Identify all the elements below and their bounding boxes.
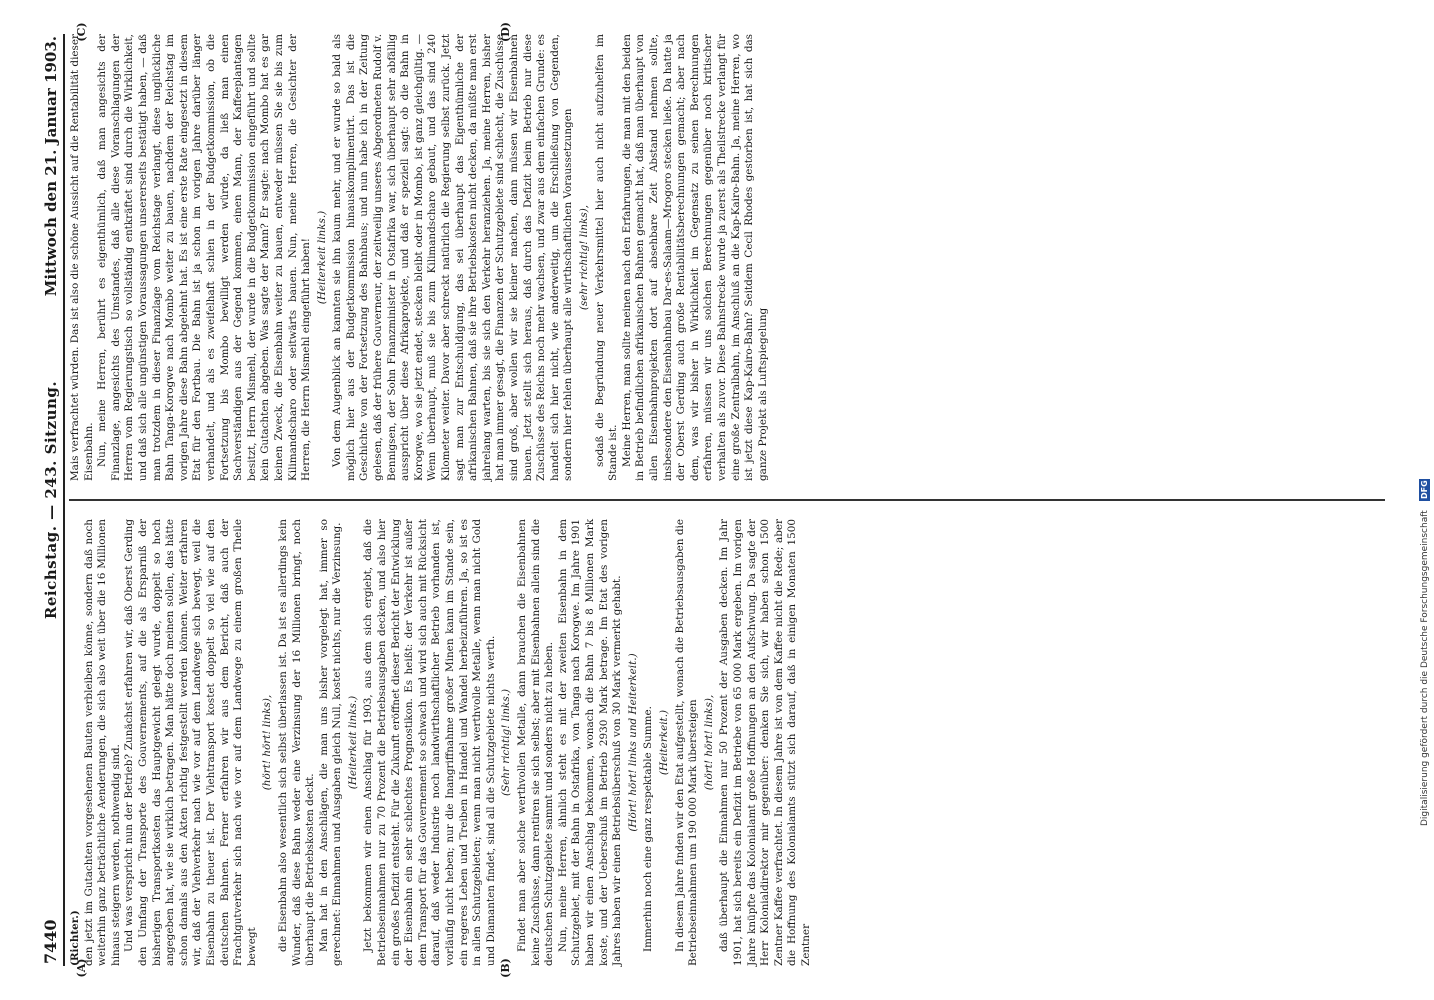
paragraph: Immerhin noch eine ganz respektable Summe. [642, 706, 655, 952]
paragraph: die Eisenbahn also wesentlich sich selbst überlassen ist. Da ist es allerdings kein Wunder, daß diese Bahn weder eine Verzinsung der 16 Millionen bringt, noch überhaupt die Betriebskosten deckt. [276, 519, 317, 966]
digitization-credit-text: Digitalisierung gefördert durch die Deutsche Forschungsgemeinschaft [1420, 510, 1430, 826]
page-header [35, 34, 65, 966]
paragraph: Und was verspricht nun der Betrieb? Zunächst erfahren wir, daß Oberst Gerding den Umfang der Transporte des Gouvernements, auf die als Ersparniß der bisherigen Transportkosten das Hauptgewicht gelegt wurde, doppelt so hoch angegeben hat, wie sie wirklich betragen. Man hätte doch meinen sollen, das hätte schon damals aus den Akten richtig festgestellt werden können. Weiter erfahren wir, daß der Viehverkehr nach wie vor auf dem Landwege sich bewegt, weil die Eisenbahn zu theuer ist. Der Viehtransport kostet doppelt so viel wie auf den deutschen Bahnen. Ferner erfahren wir aus dem Bericht, daß auch der Frachtgutverkehr sich nach wie vor auf dem Landwege zu einem großen Theile bewegt [123, 519, 258, 966]
right-column [69, 22, 1385, 481]
interjection: (Sehr richtig! links.) [500, 688, 513, 797]
paragraph: den jetzt im Gutachten vorgesehenen Bauten verbleiben könne, sondern daß noch weiterhin ganz beträchtliche Aenderungen, die sich also weit über die 16 Millionen hinaus steigern werden, nothwendig sind. [82, 519, 122, 966]
column-divider [69, 499, 1385, 501]
interjection: (hört! hört! links), [702, 694, 715, 791]
paragraph: Nun, meine Herren, ähnlich steht es mit der zweiten Eisenbahn in dem Schutzgebiet, mit der Bahn in Ostafrika, von Tanga nach Korogwe. Im Jahre 1901 haben wir einen Anschlag bekommen, wonach die Bahn 7 bis 8 Millionen Mark koste, und der Ueberschuß im Betrieb 2930 Mark betrage. Im Etat des vorigen Jahres haben wir einen Betriebsüberschuß von 30 Mark vermerkt gehabt. [556, 519, 624, 966]
interjection: (Heiterkeit links.) [346, 695, 359, 790]
interjection: (Hört! hört! links und Heiterkeit.) [626, 653, 639, 832]
paragraph: Von dem Augenblick an kannten sie ihn kaum mehr, und er wurde so bald als möglich hier aus der Budgetkommission hinauskomplimentirt. Das ist die Geschichte von der Fortsetzung des Bahnbaus; und nun habe ich in der Zeitung gelesen, daß der frühere Gouverneur, der zeitweilig unseres Abgeordneten Rudolf v. Bennigsen, der Sohn Finanzminister in Ostafrika war, sich überhaupt sehr abfällig ausspricht über diese Afrikaprojekte, und daß er speziell sagt: ob die Bahn in Korogwe, wo sie jetzt endet, stecken bleibt oder in Mombo, ist ganz gleichgültig. — Wenn überhaupt, muß sie bis zum Kilimandscharo gebaut, und das sind 240 Kilometer weiter. Davor aber schreckt natürlich die Regierung selbst zurück. Jetzt sagt man zur Entschuldigung, das sei überhaupt das Eigenthümliche der afrikanischen Bahnen, daß sie ihre Betriebskosten nicht decken, da müßte man erst jahrelang warten, bis sie sich den Verkehr heranziehen. Ja, meine Herren, bisher hat man immer gesagt, die Finanzen der Schutzgebiete sind schlecht, die Zuschüsse sind groß, aber wollen wir sie kleiner machen, dann müssen wir Eisenbahnen bauen. Jetzt stellt sich heraus, daß durch das Defizit beim Betrieb nur diese Zuschüsse des Reichs noch mehr wachsen, und zwar aus dem einfachen Grunde: es handelt sich hier nicht, wie anderweitig, um die Erschließung von Gegenden, sondern hier fehlen überhaupt alle wirthschaftlichen Voraussetzungen [331, 34, 575, 481]
speaker-name: (Richter.) [69, 910, 81, 966]
margin-marker-d: (D) [499, 22, 512, 42]
paragraph: daß überhaupt die Einnahmen nur 50 Prozent der Ausgaben decken. Im Jahr 1901, hat sich bereits ein Defizit im Betriebe von 65 000 Mark ergeben. Im vorigen Jahre knüpfte das Kolonialamt große Hoffnungen an den Aufschwung. Da sagte der Herr Kolonialdirektor mir gegenüber: denken Sie sich, wir haben schon 1500 Zentner Kaffee verfrachtet. In diesem Jahre ist von dem Kaffee nicht die Rede; aber die Hoffnung des Kolonialamts stützt sich darauf, daß in einigen Monaten 1500 Zentner [718, 519, 812, 966]
interjection: (Heiterkeit links.) [315, 210, 328, 305]
interjection: (hört! hört! links), [261, 694, 274, 791]
paragraph: Findet man aber solche werthvollen Metalle, dann brauchen die Eisenbahnen keine Zuschüsse, dann rentiren sie sich selbst; aber mit Eisenbahnen allein sind die deutschen Schutzgebiete sammt und sonders nicht zu heben. [516, 519, 556, 966]
margin-marker-a: (A) [75, 958, 88, 978]
rotated-document-page [27, 20, 1407, 980]
paragraph: Nun, meine Herren, berührt es eigenthümlich, daß man angesichts der Finanzlage, angesichts des Umstandes, daß alle diese Voranschlagungen der Herren vom Regierungstisch so vollständig entkräftet sind durch die Wirklichkeit, und daß sich alle ungünstigen Voraussagungen unsererseits bestätigt haben, — daß man trotzdem in dieser Finanzlage vom Reichstage verlangt, diese unglückliche Bahn Tanga-Korogwe nach Mombo weiter zu bauen, nachdem der Reichstag im vorigen Jahre diese Bahn abgelehnt hat. Es ist eine erste Rate eingesetzt in diesem Etat für den Fortbau. Die Bahn ist ja schon im vorigen Jahre darüber länger verhandelt, und als es zweifelhaft schien in der Budgetkommission, ob die Fortsetzung bis Mombo bewilligt werden würde, da ließ man einen Sachverständigen aus der Gegend kommen, einen Mann, der Kaffeeplantagen besitzt, Herrn Mismehl, der wurde in die Budgetkommission eingeführt und sollte kein Gutachten abgeben. Was sagte der Mann? Er sagte: nach Mombo hat es gar keinen Zweck, die Eisenbahn weiter zu bauen, entweder müssen Sie sie bis zum Kilimandscharo oder seitwärts bauen. Nun, meine Herren, die Gesichter der Herren, die Herrn Mismehl eingeführt haben! [96, 34, 313, 481]
digitization-credit [1419, 6, 1430, 826]
dfg-logo: DFG [1420, 480, 1429, 500]
paragraph: sodaß die Begründung neuer Verkehrsmittel hier auch nicht aufzuhelfen im Stande ist. [593, 34, 620, 481]
session-date: Mittwoch den 21. Januar 1903. [42, 36, 60, 297]
margin-marker-b: (B) [499, 958, 512, 978]
paragraph: Jetzt bekommen wir einen Anschlag für 1903, aus dem sich ergiebt, daß die Betriebseinnahmen nur zu 70 Prozent die Betriebsausgaben decken, und also hier ein großes Defizit entsteht. Für die Zukunft eröffnet dieser Bericht der Entwicklung der Eisenbahn ein sehr schlechtes Prognostikon. Es heißt: der Verkehr ist außer dem Transport für das Gouvernement so schwach und wird sich auch mit Rücksicht darauf, daß weder Industrie noch landwirthschaftlicher Betrieb vorhanden ist, vorläufig nicht heben; nur die Inangriffnahme großer Minen kann im Stande sein, ein regeres Leben und Treiben in Handel und Wandel herbeizuführen. Ja, so ist es in allen Schutzgebieten; wenn man nicht werthvolle Metalle, wenn man nicht Gold und Diamanten findet, sind all die Schutzgebiete nichts werth. [362, 519, 497, 966]
paragraph: Man hat in den Anschlägen, die man uns bisher vorgelegt hat, immer so gerechnet: Einnahmen und Ausgaben gleich Null, kostet nichts, nur die Verzinsung. [317, 519, 344, 966]
margin-marker-c: (C) [75, 22, 88, 42]
interjection: (Heiterkeit.) [657, 709, 670, 776]
text-columns [69, 22, 1385, 978]
paragraph: Meine Herren, man sollte meinen nach den Erfahrungen, die man mit den beiden in Betrieb befindlichen afrikanischen Bahnen gemacht hat, daß man überhaupt von allen Eisenbahnprojekten dort auf absehbare Zeit Abstand nehmen sollte, insbesondere den Eisenbahnbau Dar-es-Salaam—Mrogoro stecken ließe. Da hatte ja der Oberst Gerding auch große Rentabilitätsberechnungen gemacht; aber nach dem, was wir bisher in Wirklichkeit im Gegensatz zu seinen Berechnungen erfahren, müssen wir uns solchen Berechnungen gegenüber noch kritischer verhalten als zuvor. Diese Bahnstrecke wurde ja zuerst als Theilstrecke verlangt für eine große Zentralbahn, im Anschluß an die Kap-Kairo-Bahn. Ja, meine Herren, wo ist jetzt diese Kap-Kairo-Bahn? Seitdem Cecil Rhodes gestorben ist, hat sich das ganze Projekt als Luftspiegelung [620, 34, 769, 481]
paragraph: Mais verfrachtet würden. Das ist also die schöne Aussicht auf die Rentabilität dieser Eisenbahn. [69, 34, 95, 481]
page-title: Reichstag. — 243. Sitzung. [42, 380, 60, 620]
paragraph: In diesem Jahre finden wir den Etat aufgestellt, wonach die Betriebsausgaben die Betriebseinnahmen um 190 000 Mark übersteigen [673, 519, 700, 966]
page-number: 7440 [41, 919, 60, 964]
left-column [69, 519, 1385, 978]
interjection: (sehr richtig! links), [577, 204, 590, 311]
